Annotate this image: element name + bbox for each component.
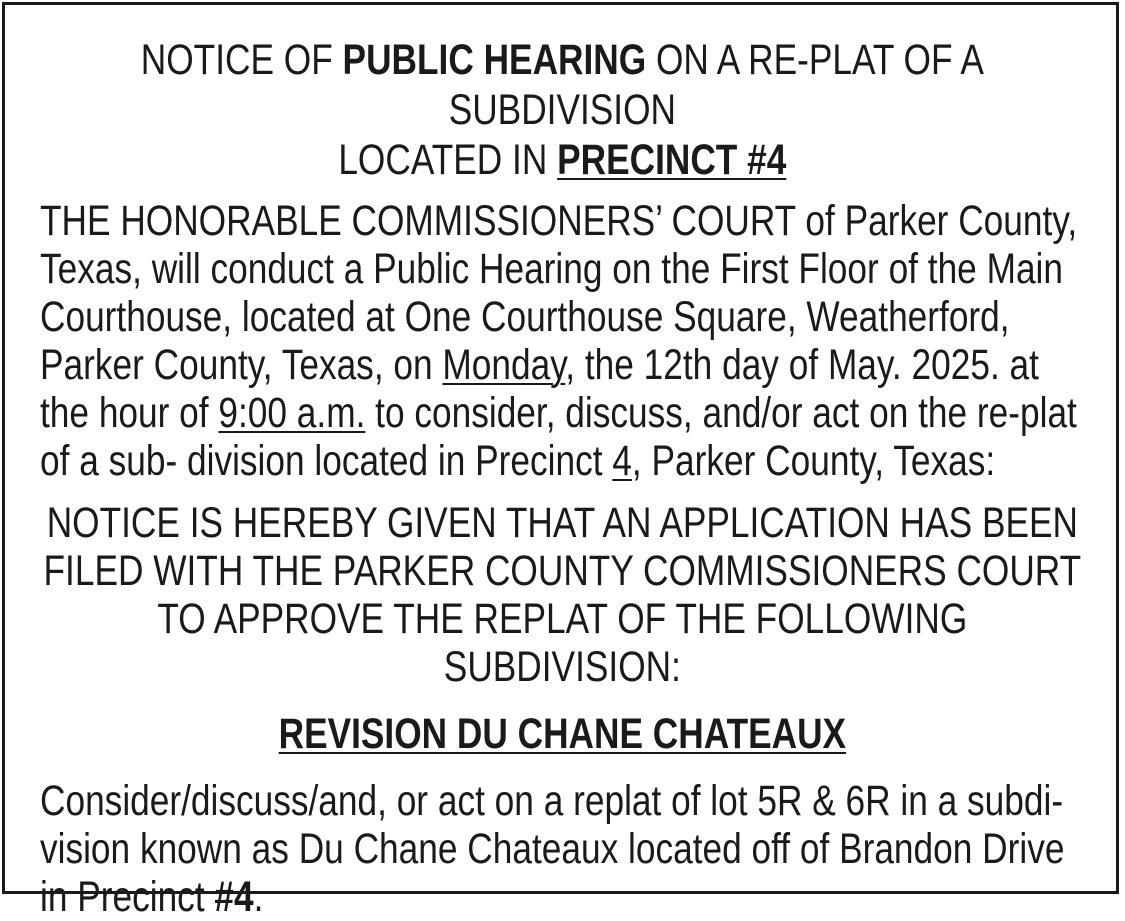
hearing-paragraph xyxy=(40,197,1085,485)
hearing-day: Monday xyxy=(442,341,566,389)
hearing-precinct: 4 xyxy=(612,437,632,485)
hearing-text-2: , the 12th day of May. 2025. at the hour of xyxy=(40,341,1039,437)
closing-text-1: Consider/discuss/and, or act on a replat of lot 5R & 6R in a subdi- vision known as Du Chane Chateaux located off of Brandon Drive in Precinct xyxy=(40,777,1065,921)
hearing-text-4: , Parker County, Texas: xyxy=(631,437,996,485)
hearing-text-1: THE HONORABLE COMMISSIONERS’ COURT of Parker County, Texas, will conduct a Public Hearing on the First Floor of the Main Courthouse, located at One Courthouse Square, Weatherford, Parker County, Texas, on xyxy=(40,197,1078,389)
closing-text-2: . xyxy=(253,873,264,921)
heading-text-1: NOTICE OF xyxy=(140,36,343,84)
heading-text-3: ON A RE-PLAT OF A SUBDIVISION xyxy=(448,36,984,134)
hearing-text-3: to consider, discuss, and/or act on the re-plat of a sub- division located in Precinct xyxy=(40,389,1077,485)
closing-precinct: #4 xyxy=(214,873,254,921)
notice-given-paragraph: NOTICE IS HEREBY GIVEN THAT AN APPLICATION HAS BEEN FILED WITH THE PARKER COUNTY COMMISSIONERS COURT TO APPROVE THE REPLAT OF THE FOLLOWING SUBDIVISION: xyxy=(43,499,1082,691)
notice-heading xyxy=(40,35,1085,185)
subdivision-title: REVISION DU CHANE CHATEAUX xyxy=(278,710,847,758)
heading-public-hearing: PUBLIC HEARING xyxy=(342,36,647,84)
closing-paragraph xyxy=(40,777,1085,921)
public-notice xyxy=(40,35,1082,921)
heading-text-4: LOCATED IN xyxy=(338,136,558,184)
hearing-time: 9:00 a.m. xyxy=(218,389,366,437)
heading-precinct: PRECINCT #4 xyxy=(557,136,787,184)
